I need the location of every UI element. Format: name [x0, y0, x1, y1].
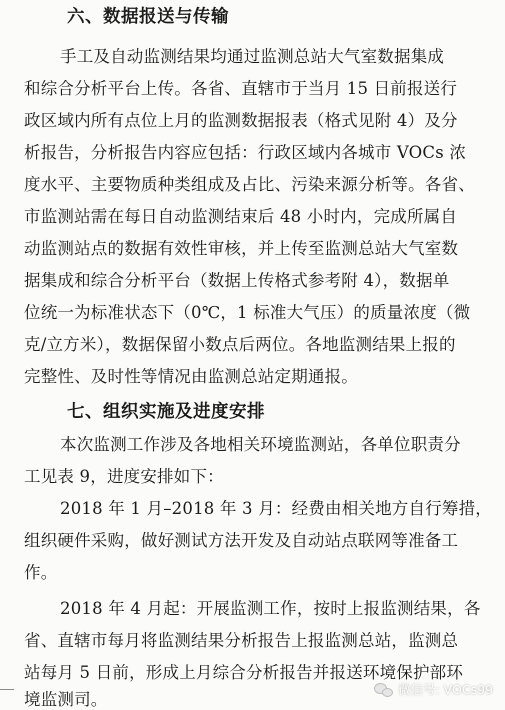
section-7-line: 2018 年 1 月–2018 年 3 月：经费由相关地方自行筹措， [60, 499, 492, 518]
section-7-line: 省、直辖市每月将监测结果分析报告上报监测总站，监测总 [24, 631, 459, 650]
wechat-icon [374, 682, 392, 696]
section-6-line: 析报告，分析报告内容应包括：行政区域内各城市 VOCs 浓 [24, 143, 467, 162]
section-6-line: 手工及自动监测结果均通过监测总站大气室数据集成 [60, 47, 445, 66]
wechat-watermark [374, 680, 493, 698]
section-7-line: 作。 [24, 563, 58, 582]
section-6-line: 克/立方米），数据保留小数点后两位。各地监测结果上报的 [24, 335, 456, 354]
section-6-line: 度水平、主要物质种类组成及占比、污染来源分析等。各省、 [24, 175, 475, 194]
section-7-line: 站每月 5 日前，形成上月综合分析报告并报送环境保护部环 [24, 663, 464, 682]
section-6-line: 完整性、及时性等情况由监测总站定期通报。 [24, 367, 358, 386]
section-7-line: 2018 年 4 月起：开展监测工作，按时上报监测结果，各 [60, 599, 481, 618]
section-7-heading: 七、组织实施及进度安排 [67, 402, 265, 422]
section-6-line: 和综合分析平台上传。各省、直辖市于当月 15 日前报送行 [24, 79, 458, 98]
section-6-line: 据集成和综合分析平台（数据上传格式参考附 4），数据单 [24, 271, 450, 290]
section-6-line: 位统一为标准状态下（0℃，1 标准大气压）的质量浓度（微 [24, 303, 471, 322]
section-7-line: 境监测司。 [24, 690, 108, 709]
section-6-line: 市监测站需在每日自动监测结束后 48 小时内，完成所属自 [24, 207, 458, 226]
section-6-line: 动监测站点的数据有效性审核，并上传至监测总站大气室数 [24, 239, 459, 258]
section-6-heading: 六、数据报送与传输 [67, 7, 229, 27]
section-7-line: 组织硬件采购，做好测试方法开发及自动站点联网等准备工 [24, 531, 459, 550]
watermark-text: 微信号: VOCs99 [397, 682, 493, 697]
section-7-line: 本次监测工作涉及各地相关环境监测站，各单位职责分 [60, 435, 461, 454]
section-6-line: 政区域内所有点位上月的监测数据报表（格式见附 4）及分 [24, 111, 458, 130]
section-7-line: 工见表 9，进度安排如下： [24, 467, 224, 486]
page-edge-mark [0, 689, 14, 690]
